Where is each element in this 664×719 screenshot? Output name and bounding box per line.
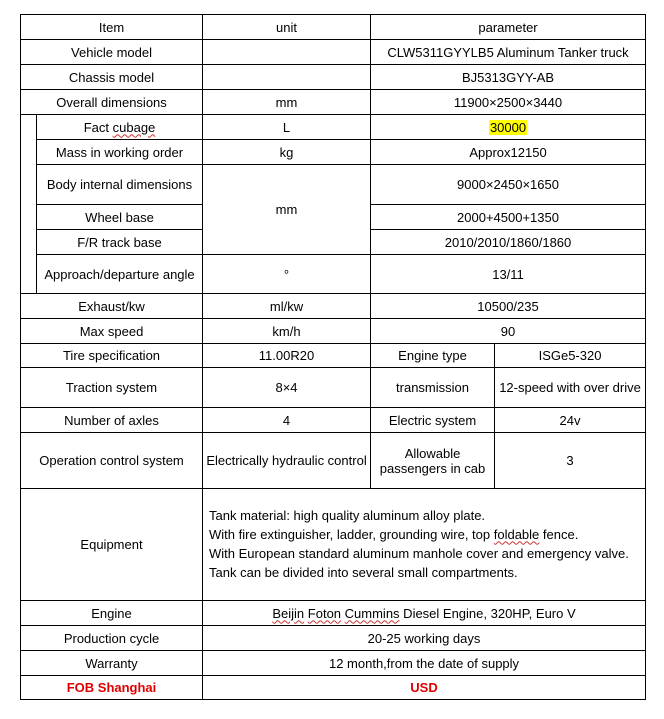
wheel-base-value: 2000+4500+1350 [371, 205, 646, 230]
overall-dimensions-unit: mm [203, 90, 371, 115]
exhaust-label: Exhaust/kw [21, 294, 203, 319]
indent-gutter [21, 115, 37, 140]
engine-value-part: Foton [307, 605, 342, 621]
equipment-description [203, 489, 646, 601]
tire-label: Tire specification [21, 344, 203, 368]
engine-value-part: Beijin [272, 605, 305, 621]
mass-value: Approx12150 [371, 140, 646, 165]
spec-table [20, 14, 646, 700]
overall-dimensions-label: Overall dimensions [21, 90, 203, 115]
equipment-line-part: fence. [539, 526, 579, 542]
fact-cubage-label-a: Fact [83, 119, 113, 135]
engine-type-value: ISGe5-320 [495, 344, 646, 368]
equipment-line [209, 527, 639, 542]
mm-group-unit: mm [203, 165, 371, 255]
indent-gutter [21, 165, 37, 205]
fact-cubage-value: 30000 [489, 119, 527, 135]
traction-label: Traction system [21, 368, 203, 408]
row-chassis-model [21, 65, 646, 90]
body-internal-label: Body internal dimensions [37, 165, 203, 205]
vehicle-model-label: Vehicle model [21, 40, 203, 65]
header-row [21, 15, 646, 40]
row-equipment [21, 489, 646, 601]
row-body-internal [21, 165, 646, 205]
indent-gutter [21, 140, 37, 165]
row-fob [21, 676, 646, 700]
electric-system-label: Electric system [371, 408, 495, 433]
engine-value-part: Diesel Engine, 320HP, Euro V [399, 605, 576, 621]
row-traction [21, 368, 646, 408]
max-speed-unit: km/h [203, 319, 371, 344]
equipment-line-part: With fire extinguisher, ladder, grounding wire, top [209, 526, 494, 542]
equipment-line: Tank material: high quality aluminum alloy plate. [209, 507, 486, 523]
track-base-value: 2010/2010/1860/1860 [371, 230, 646, 255]
row-approach [21, 255, 646, 294]
fact-cubage-unit: L [203, 115, 371, 140]
max-speed-label: Max speed [21, 319, 203, 344]
spec-sheet [20, 14, 646, 700]
vehicle-model-unit [203, 40, 371, 65]
transmission-value: 12-speed with over drive [495, 368, 646, 408]
traction-value: 8×4 [203, 368, 371, 408]
fact-cubage-label-b: cubage [112, 119, 156, 135]
operation-label: Operation control system [21, 433, 203, 489]
approach-unit: ° [203, 255, 371, 294]
wheel-base-label: Wheel base [37, 205, 203, 230]
body-internal-value: 9000×2450×1650 [371, 165, 646, 205]
chassis-model-value: BJ5313GYY-AB [371, 65, 646, 90]
axles-value: 4 [203, 408, 371, 433]
engine-label: Engine [21, 601, 203, 626]
engine-value-part: Cummins [344, 605, 400, 621]
production-value: 20-25 working days [203, 626, 646, 651]
approach-value: 13/11 [371, 255, 646, 294]
mass-unit: kg [203, 140, 371, 165]
equipment-line: Tank can be divided into several small compartments. [209, 564, 518, 580]
header-unit: unit [203, 15, 371, 40]
row-production [21, 626, 646, 651]
transmission-label: transmission [371, 368, 495, 408]
row-overall-dimensions [21, 90, 646, 115]
header-item: Item [21, 15, 203, 40]
equipment-label: Equipment [21, 489, 203, 601]
row-engine [21, 601, 646, 626]
max-speed-value: 90 [371, 319, 646, 344]
fact-cubage-label [37, 115, 203, 140]
engine-value [203, 601, 646, 626]
track-base-label: F/R track base [37, 230, 203, 255]
chassis-model-unit [203, 65, 371, 90]
production-label: Production cycle [21, 626, 203, 651]
approach-label: Approach/departure angle [37, 255, 203, 294]
tire-value: 11.00R20 [203, 344, 371, 368]
exhaust-unit: ml/kw [203, 294, 371, 319]
equipment-line-part: foldable [493, 526, 540, 542]
row-mass [21, 140, 646, 165]
row-exhaust [21, 294, 646, 319]
vehicle-model-value: CLW5311GYYLB5 Aluminum Tanker truck [371, 40, 646, 65]
fact-cubage-value-cell [371, 115, 646, 140]
electric-system-value: 24v [495, 408, 646, 433]
row-axles [21, 408, 646, 433]
exhaust-value: 10500/235 [371, 294, 646, 319]
row-vehicle-model [21, 40, 646, 65]
fob-value: USD [203, 676, 646, 700]
mass-label: Mass in working order [37, 140, 203, 165]
passengers-value: 3 [495, 433, 646, 489]
indent-gutter [21, 230, 37, 255]
passengers-label: Allowable passengers in cab [371, 433, 495, 489]
warranty-label: Warranty [21, 651, 203, 676]
engine-type-label: Engine type [371, 344, 495, 368]
row-fact-cubage [21, 115, 646, 140]
indent-gutter [21, 205, 37, 230]
warranty-value: 12 month,from the date of supply [203, 651, 646, 676]
overall-dimensions-value: 11900×2500×3440 [371, 90, 646, 115]
row-operation [21, 433, 646, 489]
operation-value: Electrically hydraulic control [203, 433, 371, 489]
header-parameter: parameter [371, 15, 646, 40]
chassis-model-label: Chassis model [21, 65, 203, 90]
indent-gutter [21, 255, 37, 294]
axles-label: Number of axles [21, 408, 203, 433]
row-warranty [21, 651, 646, 676]
row-tire [21, 344, 646, 368]
equipment-line: With European standard aluminum manhole cover and emergency valve. [209, 545, 629, 561]
fob-label: FOB Shanghai [21, 676, 203, 700]
row-max-speed [21, 319, 646, 344]
